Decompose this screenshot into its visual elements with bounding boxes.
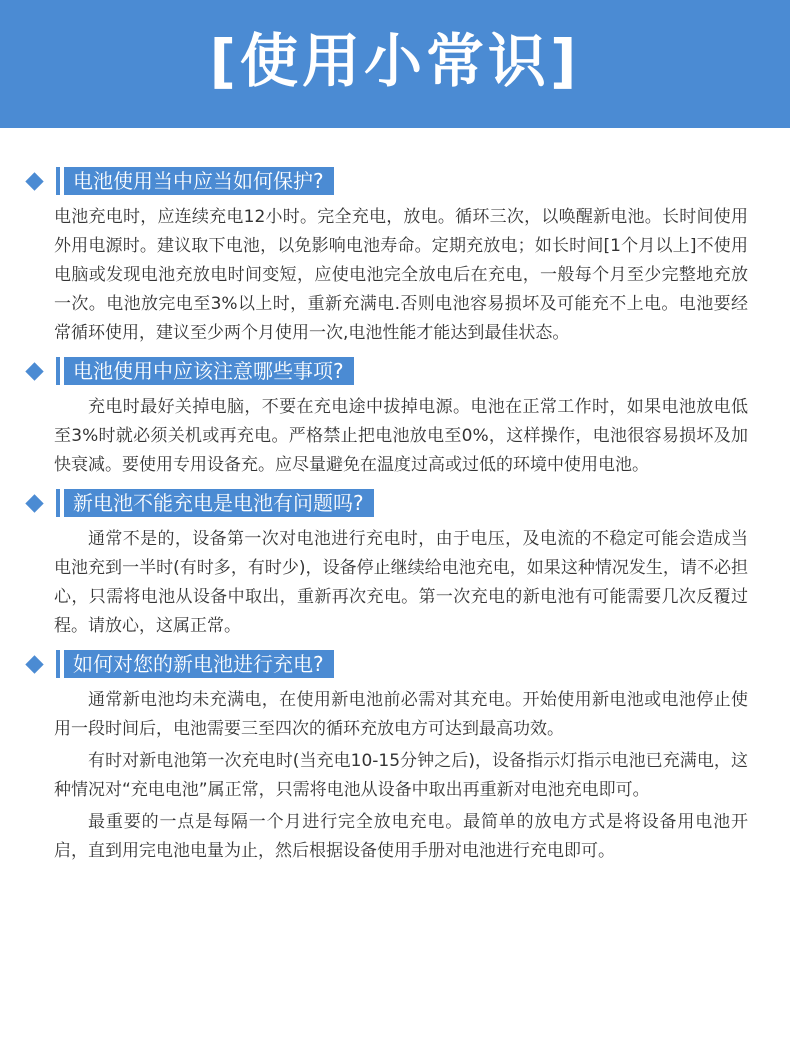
section-heading-label: 新电池不能充电是电池有问题吗?: [64, 489, 374, 517]
heading-accent-bar: [56, 167, 60, 195]
section-paragraph: 通常新电池均未充满电，在使用新电池前必需对其充电。开始使用新电池或电池停止使用一段时间后，电池需要三至四次的循环充放电方可达到最高功效。: [54, 690, 748, 739]
section-battery-protection: [0, 166, 790, 348]
diamond-bullet-icon: [25, 362, 43, 380]
section-heading: [0, 166, 790, 196]
section-heading-label: 如何对您的新电池进行充电?: [64, 650, 334, 678]
title-banner: [0, 0, 790, 128]
heading-accent-bar: [56, 357, 60, 385]
section-new-battery-charging-issue: [0, 488, 790, 641]
heading-accent-bar: [56, 489, 60, 517]
section-heading-label: 电池使用中应该注意哪些事项?: [64, 357, 354, 385]
section-heading-label: 电池使用当中应当如何保护?: [64, 167, 334, 195]
section-heading: [0, 488, 790, 518]
diamond-bullet-icon: [25, 494, 43, 512]
page-title: [使用小常识]: [209, 27, 581, 95]
section-how-to-charge: [0, 649, 790, 866]
diamond-bullet-icon: [25, 655, 43, 673]
section-paragraph: 有时对新电池第一次充电时(当充电10-15分钟之后)，设备指示灯指示电池已充满电，这种情况对“充电电池”属正常，只需将电池从设备中取出再重新对电池充电即可。: [54, 751, 748, 800]
section-heading: [0, 356, 790, 386]
section-paragraph: 通常不是的，设备第一次对电池进行充电时，由于电压，及电流的不稳定可能会造成当电池充到一半时(有时多，有时少)，设备停止继续给电池充电，如果这种情况发生，请不必担心，只需将电池从设备中取出，重新再次充电。第一次充电的新电池有可能需要几次反覆过程。请放心，这属正常。: [54, 529, 748, 636]
section-heading: [0, 649, 790, 679]
section-paragraph: 充电时最好关掉电脑，不要在充电途中拔掉电源。电池在正常工作时，如果电池放电低至3%时就必须关机或再充电。严格禁止把电池放电至0%，这样操作，电池很容易损坏及加快衰减。要使用专用设备充。应尽量避免在温度过高或过低的环境中使用电池。: [54, 397, 748, 475]
heading-accent-bar: [56, 650, 60, 678]
section-paragraph: 电池充电时，应连续充电12小时。完全充电，放电。循环三次，以唤醒新电池。长时间使用外用电源时。建议取下电池，以免影响电池寿命。定期充放电；如长时间[1个月以上]不使用电脑或发现电池充放电时间变短，应使电池完全放电后在充电，一般每个月至少完整地充放一次。电池放完电至3%以上时，重新充满电.否则电池容易损坏及可能充不上电。电池要经常循环使用，建议至少两个月使用一次,电池性能才能达到最佳状态。: [54, 207, 748, 343]
content-area: [0, 166, 790, 866]
section-usage-precautions: [0, 356, 790, 480]
section-paragraph: 最重要的一点是每隔一个月进行完全放电充电。最简单的放电方式是将设备用电池开启，直到用完电池电量为止，然后根据设备使用手册对电池进行充电即可。: [54, 812, 748, 861]
diamond-bullet-icon: [25, 172, 43, 190]
